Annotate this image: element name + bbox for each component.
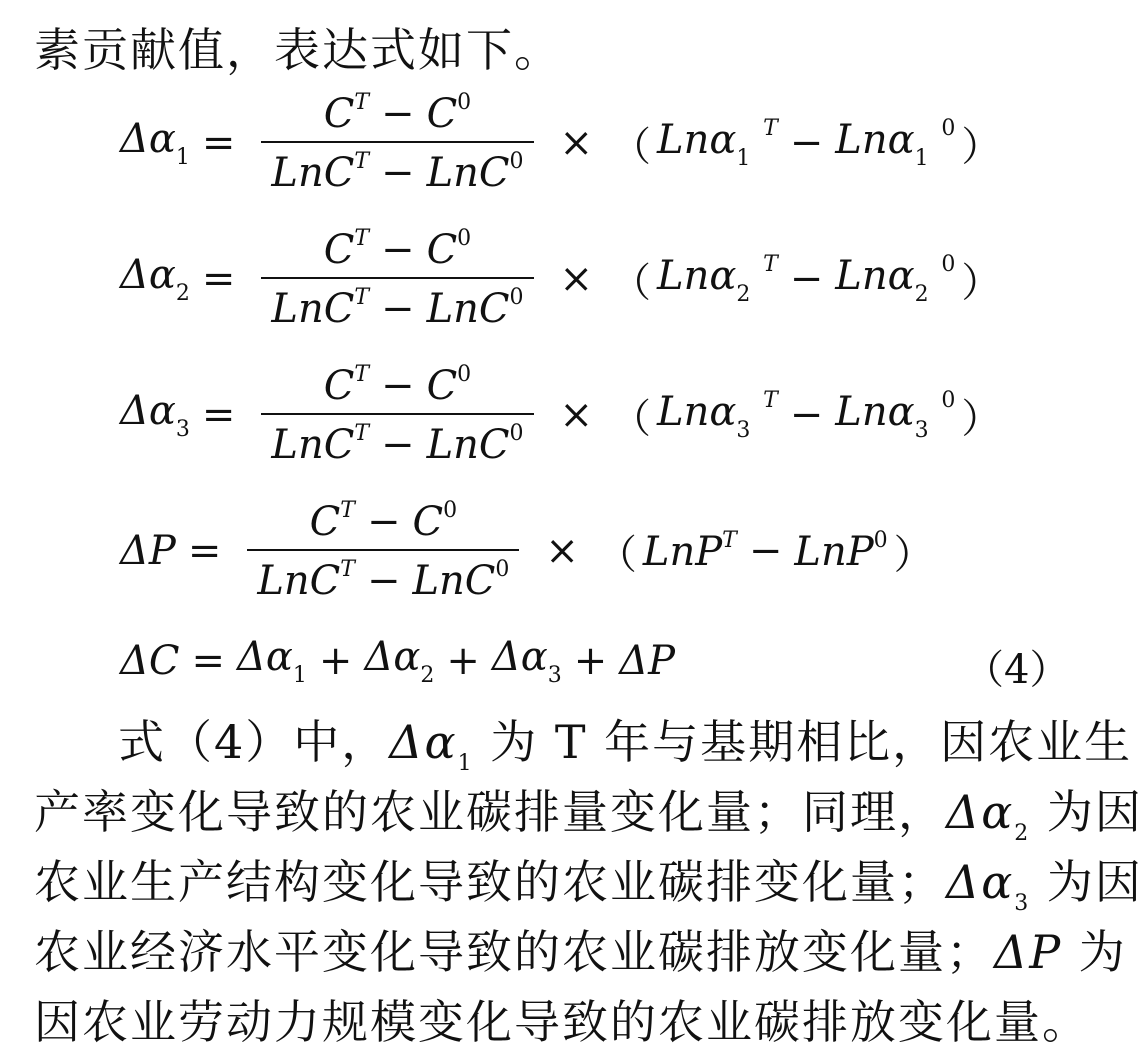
equation-delta-c: ΔC = $\Delta\alpha_1$ + $\Delta\alpha_2$ + $\Delta\alpha_3$ + ΔP bbox=[120, 634, 676, 688]
equation-delta-alpha-2: $\Delta\alpha_2$ = $\frac{C^T - C^0}{LnC^T - LnC^0}$ × （ Lnα$_2$ $^T$ − Lnα$_2$ $^0$ ） bbox=[120, 226, 1002, 332]
fraction: $\frac{C^T - C^0}{LnC^T - LnC^0}$ bbox=[247, 498, 519, 604]
lhs: $\Delta\alpha_3$ bbox=[120, 388, 190, 442]
equation-number: （4） bbox=[964, 647, 1070, 693]
lhs: ΔP bbox=[120, 528, 176, 574]
intro-text: 素贡献值，表达式如下。 bbox=[34, 23, 562, 77]
equation-delta-alpha-1: $\Delta\alpha_1$ = $\frac{C^T - C^0}{LnC^T - LnC^0}$ × （ Lnα$_1$ $^T$ − Lnα$_1$ $^0$ ） bbox=[120, 90, 1002, 196]
paragraph-line-5: 因农业劳动力规模变化导致的农业碳排放变化量。 bbox=[34, 995, 1090, 1049]
paragraph-line-2: 产率变化导致的农业碳排量变化量；同理，$\Delta\alpha_2$ 为因 bbox=[34, 785, 1143, 846]
fraction: $\frac{C^T - C^0}{LnC^T - LnC^0}$ bbox=[261, 226, 533, 332]
fraction: $\frac{C^T - C^0}{LnC^T - LnC^0}$ bbox=[261, 90, 533, 196]
equals-sign: = bbox=[201, 120, 236, 166]
paragraph-line-3: 农业生产结构变化导致的农业碳排变化量；$\Delta\alpha_3$ 为因 bbox=[34, 855, 1143, 916]
paragraph-line-4: 农业经济水平变化导致的农业碳排放变化量；ΔP 为 bbox=[34, 925, 1127, 979]
fraction: $\frac{C^T - C^0}{LnC^T - LnC^0}$ bbox=[261, 362, 533, 468]
equation-delta-p: ΔP = $\frac{C^T - C^0}{LnC^T - LnC^0}$ × （ LnP$^T$ − LnP$^0$ ） bbox=[120, 498, 934, 604]
equation-delta-alpha-3: $\Delta\alpha_3$ = $\frac{C^T - C^0}{LnC^T - LnC^0}$ × （ Lnα$_3$ $^T$ − Lnα$_3$ $^0$ ） bbox=[120, 362, 1002, 468]
lhs: $\Delta\alpha_2$ bbox=[120, 252, 190, 306]
lhs: ΔC bbox=[120, 638, 180, 684]
times-sign: × bbox=[559, 120, 594, 166]
paragraph-line-1: 式（4）中，$\Delta\alpha_1$ 为 T 年与基期相比，因农业生 bbox=[118, 715, 1133, 776]
lhs: $\Delta\alpha_1$ bbox=[120, 116, 190, 170]
